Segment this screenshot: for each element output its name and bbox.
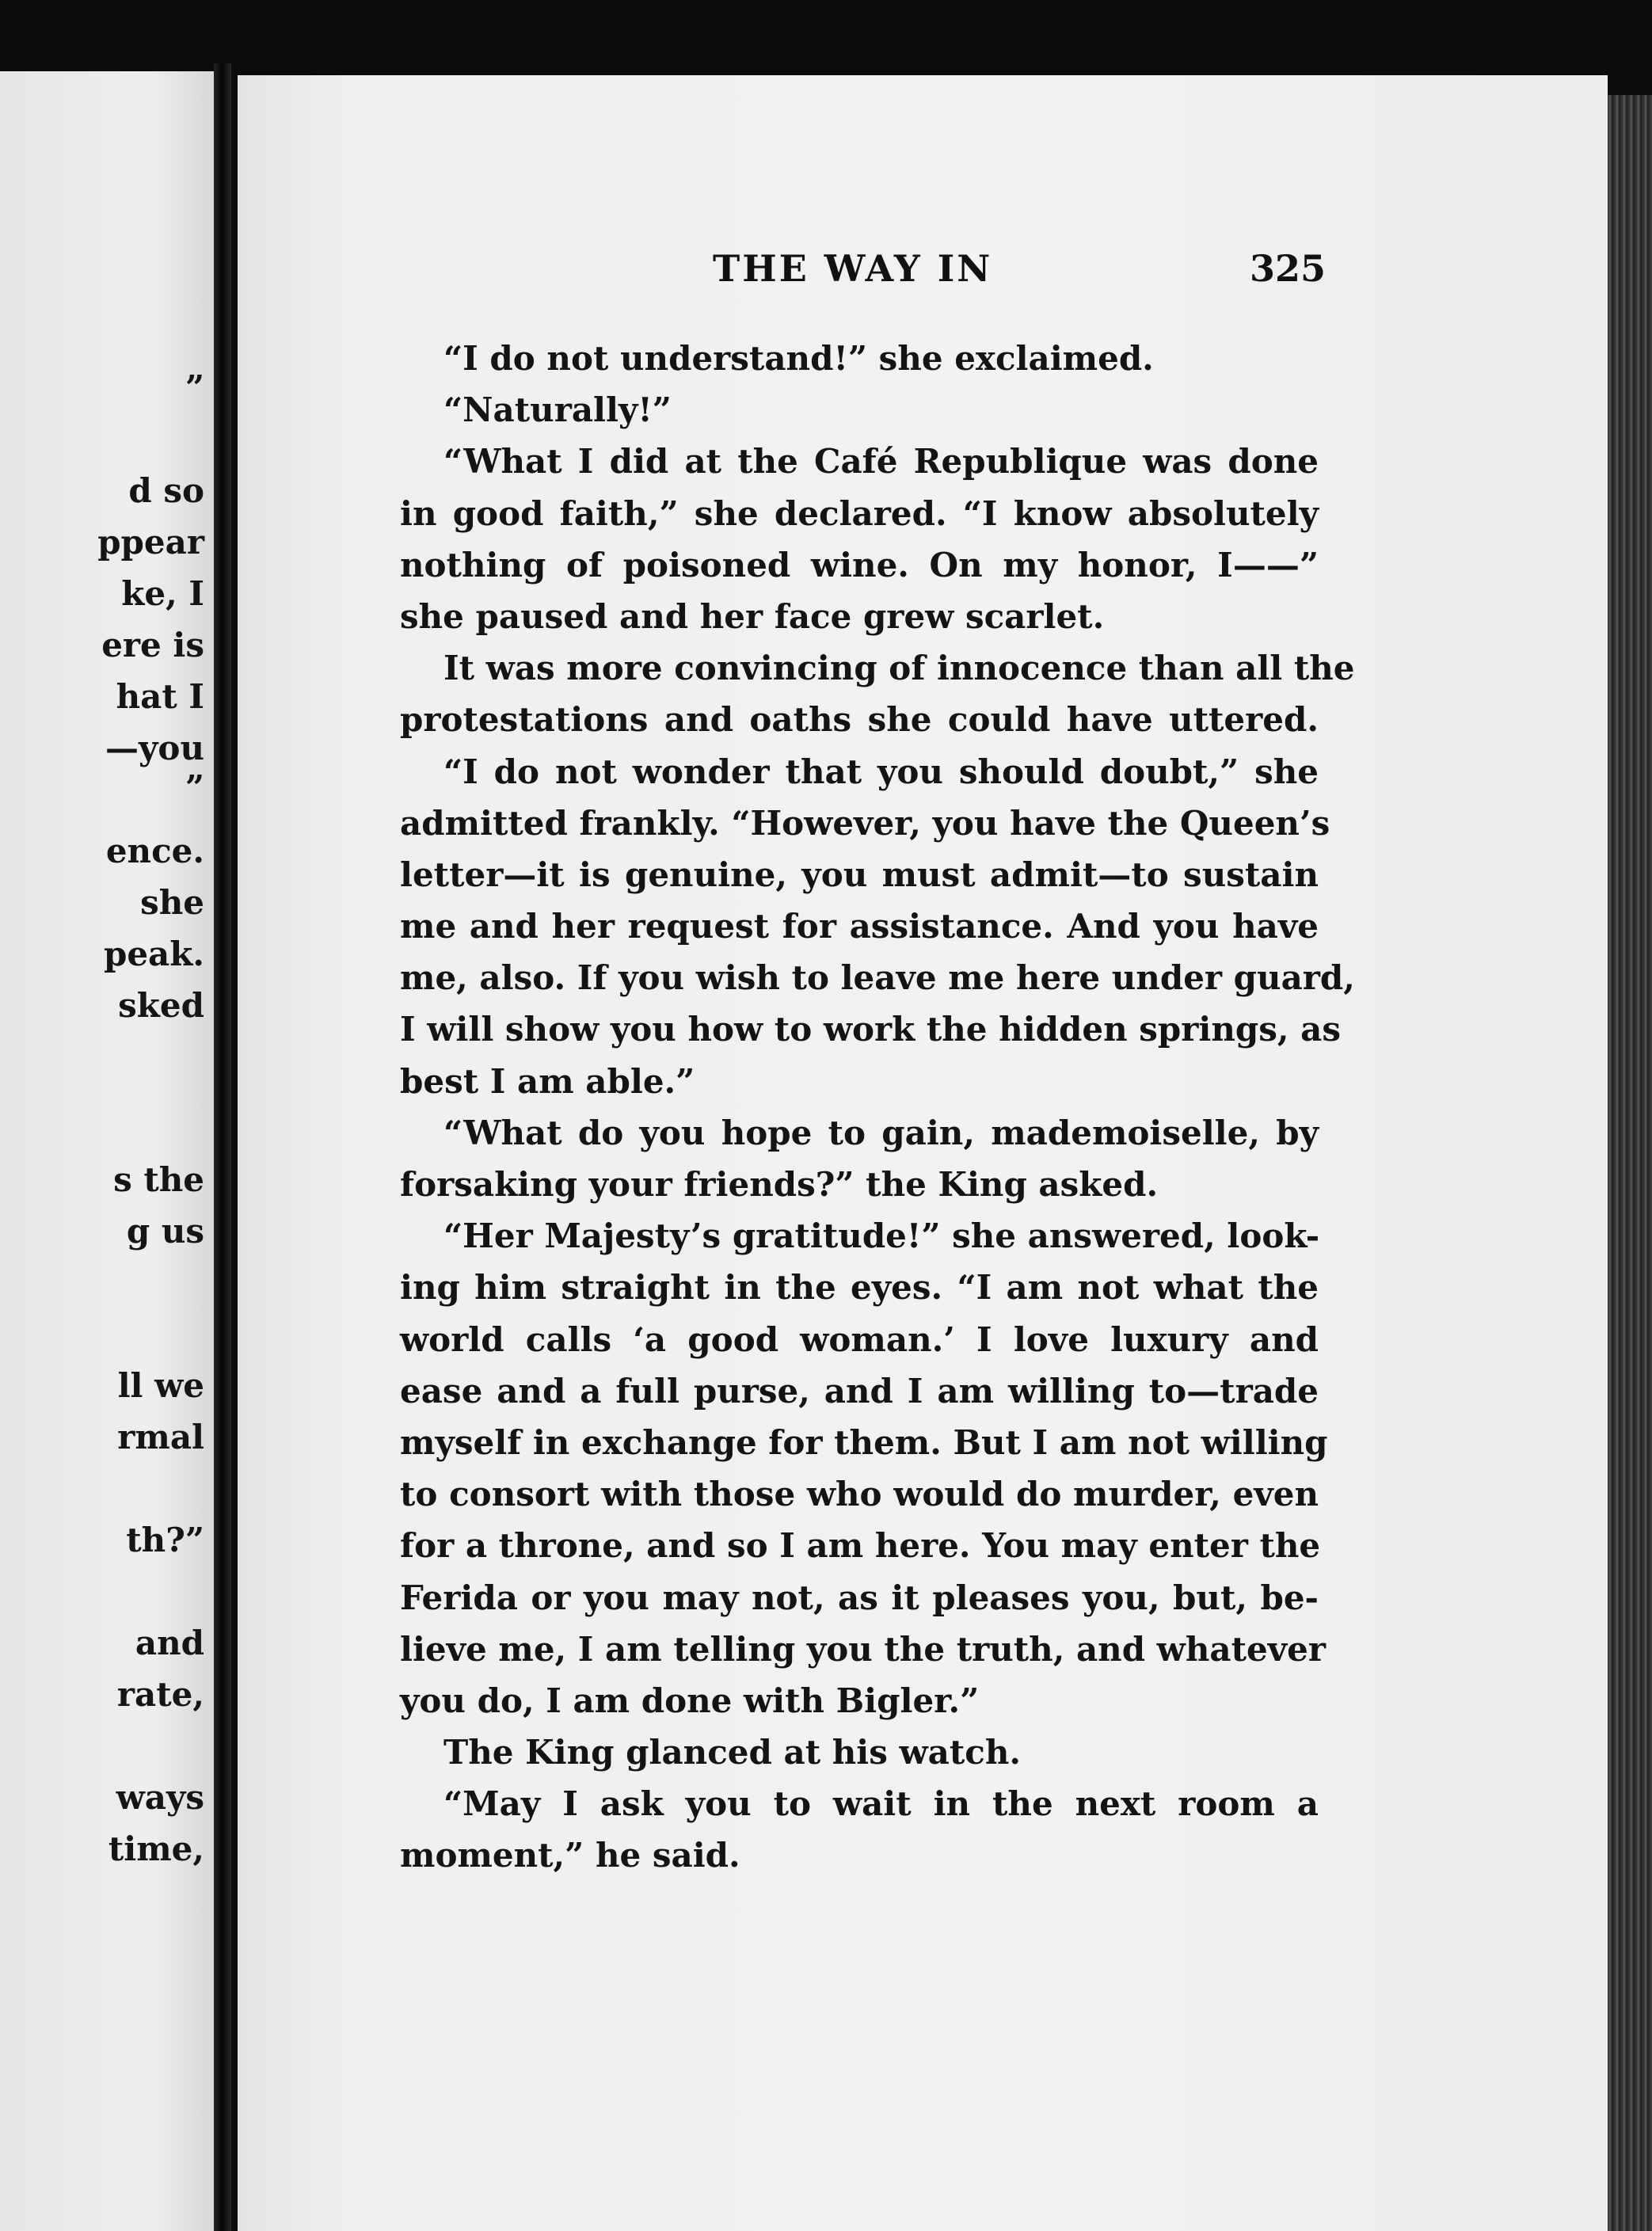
left-page-fragment: d so bbox=[128, 471, 204, 510]
left-page-fragment: ” bbox=[185, 768, 204, 807]
left-page-fragment: ppear bbox=[97, 523, 204, 562]
page-edge bbox=[1608, 95, 1652, 2231]
left-page-fragment: ll we bbox=[117, 1366, 204, 1405]
left-page-fragment: s the bbox=[113, 1160, 204, 1199]
left-page-fragment: g us bbox=[126, 1212, 204, 1251]
text-line: she paused and her face grew scarlet. bbox=[400, 596, 1105, 636]
left-page-fragment: time, bbox=[108, 1829, 204, 1868]
text-line: ing him straight in the eyes. “I am not what the bbox=[400, 1268, 1319, 1308]
text-line: letter—it is genuine, you must admit—to sustain bbox=[400, 855, 1319, 894]
left-page-fragment: ke, I bbox=[121, 574, 204, 613]
text-line: moment,” he said. bbox=[400, 1836, 740, 1875]
text-line: to consort with those who would do murder, even bbox=[400, 1475, 1319, 1514]
left-page-fragment: ways bbox=[116, 1778, 204, 1817]
left-page-fragment: rate, bbox=[116, 1675, 204, 1714]
text-line: “What I did at the Café Republique was done bbox=[443, 442, 1319, 482]
text-line: “What do you hope to gain, mademoiselle, by bbox=[443, 1113, 1319, 1152]
left-page-fragment: hat I bbox=[116, 677, 204, 716]
text-line: me and her request for assistance. And you have bbox=[400, 907, 1319, 946]
left-page-fragment: ere is bbox=[101, 626, 204, 664]
text-line: myself in exchange for them. But I am not willing bbox=[400, 1422, 1328, 1462]
left-page bbox=[0, 71, 214, 2231]
text-line: I will show you how to work the hidden springs, as bbox=[400, 1010, 1341, 1049]
text-line: you do, I am done with Bigler.” bbox=[400, 1681, 980, 1720]
text-line: “Naturally!” bbox=[443, 390, 672, 430]
running-head: THE WAY IN bbox=[713, 247, 993, 290]
text-line: “Her Majesty’s gratitude!” she answered, look- bbox=[443, 1216, 1320, 1256]
text-line: in good faith,” she declared. “I know absolutely bbox=[400, 493, 1319, 533]
text-line: “May I ask you to wait in the next room a bbox=[443, 1784, 1319, 1824]
page-number: 325 bbox=[1250, 247, 1327, 290]
text-line: world calls ‘a good woman.’ I love luxury and bbox=[400, 1319, 1319, 1359]
left-page-fragment: peak. bbox=[103, 935, 204, 973]
book-gutter bbox=[214, 63, 231, 2231]
text-line: “I do not wonder that you should doubt,” she bbox=[443, 752, 1319, 791]
text-line: nothing of poisoned wine. On my honor, I——” bbox=[400, 545, 1319, 584]
left-page-fragment: she bbox=[140, 883, 204, 922]
text-line: me, also. If you wish to leave me here under guard, bbox=[400, 958, 1355, 998]
text-line: The King glanced at his watch. bbox=[443, 1733, 1021, 1772]
text-line: “I do not understand!” she exclaimed. bbox=[443, 339, 1154, 378]
text-line: forsaking your friends?” the King asked. bbox=[400, 1165, 1159, 1204]
text-line: Ferida or you may not, as it pleases you, but, be- bbox=[400, 1578, 1319, 1617]
left-page-fragment: th?” bbox=[126, 1521, 204, 1559]
left-page-fragment: sked bbox=[118, 986, 204, 1025]
left-page-fragment: and bbox=[135, 1624, 204, 1662]
text-line: It was more convincing of innocence than all the bbox=[443, 649, 1355, 688]
body-text bbox=[400, 333, 1355, 1882]
left-page-fragment: —you bbox=[105, 729, 204, 767]
text-line: lieve me, I am telling you the truth, and whatever bbox=[400, 1629, 1326, 1669]
left-page-fragment: ” bbox=[185, 368, 204, 407]
text-line: admitted frankly. “However, you have the Queen’s bbox=[400, 803, 1330, 843]
text-line: ease and a full purse, and I am willing to—trade bbox=[400, 1371, 1319, 1411]
left-page-fragment: ence. bbox=[105, 832, 204, 870]
text-line: for a throne, and so I am here. You may enter the bbox=[400, 1526, 1321, 1566]
text-line: protestations and oaths she could have uttered. bbox=[400, 700, 1319, 740]
left-page-fragment: rmal bbox=[117, 1418, 204, 1456]
text-line: best I am able.” bbox=[400, 1061, 695, 1101]
